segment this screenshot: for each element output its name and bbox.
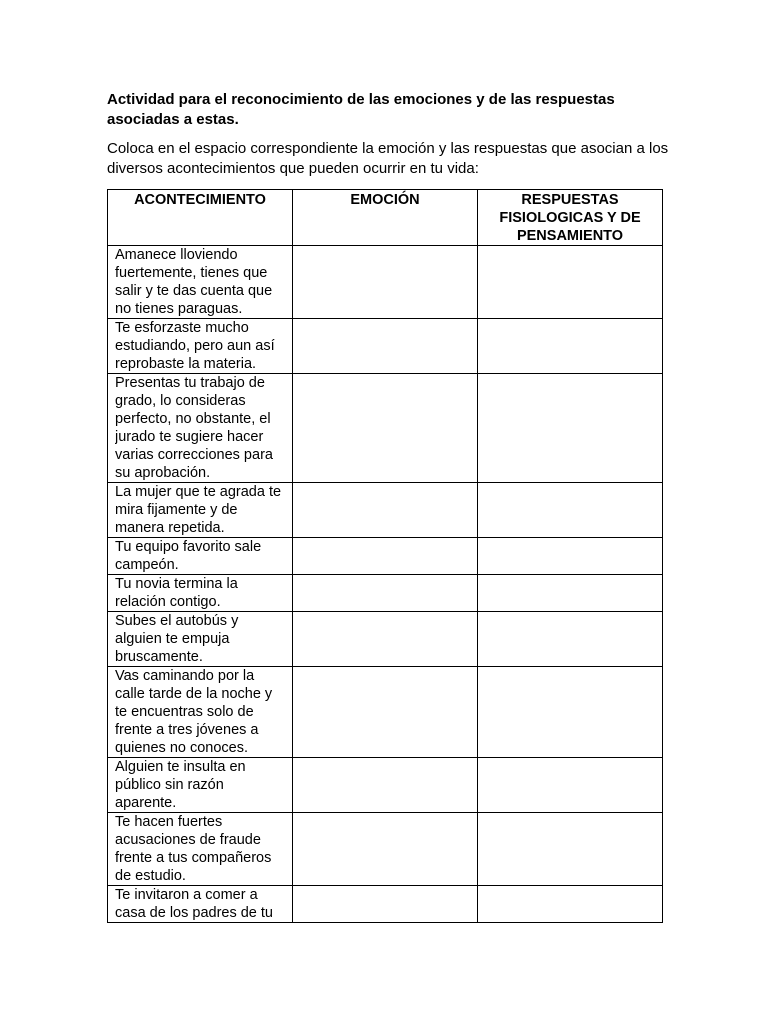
responses-cell[interactable] — [478, 538, 663, 575]
table-row — [108, 758, 663, 813]
event-cell — [108, 667, 293, 758]
event-cell — [108, 813, 293, 886]
table-row — [108, 667, 663, 758]
event-text: Te esforzaste mucho estudiando, pero aun así reprobaste la materia. — [115, 320, 275, 372]
table-row — [108, 813, 663, 886]
responses-cell[interactable] — [478, 374, 663, 483]
event-text: Vas caminando por la calle tarde de la noche y te encuentras solo de frente a tres jóvenes a quienes no conoces. — [115, 668, 273, 756]
emotions-table — [107, 189, 663, 923]
emotion-cell[interactable] — [293, 813, 478, 886]
event-text: Tu equipo favorito sale campeón. — [115, 539, 262, 573]
event-cell — [108, 483, 293, 538]
header-event: ACONTECIMIENTO — [108, 190, 293, 246]
table-row — [108, 483, 663, 538]
header-emotion: EMOCIÓN — [293, 190, 478, 246]
table-row — [108, 246, 663, 319]
table-row — [108, 612, 663, 667]
emotion-cell[interactable] — [293, 575, 478, 612]
responses-cell[interactable] — [478, 575, 663, 612]
header-responses: RESPUESTAS FISIOLOGICAS Y DE PENSAMIENTO — [478, 190, 663, 246]
event-cell — [108, 246, 293, 319]
event-text: Subes el autobús y alguien te empuja bruscamente. — [115, 613, 239, 665]
table-row — [108, 538, 663, 575]
event-cell — [108, 319, 293, 374]
responses-cell[interactable] — [478, 319, 663, 374]
activity-title: Actividad para el reconocimiento de las emociones y de las respuestas asociadas a estas. — [107, 91, 615, 128]
event-text: Te hacen fuertes acusaciones de fraude frente a tus compañeros de estudio. — [115, 814, 272, 884]
responses-cell[interactable] — [478, 758, 663, 813]
event-cell — [108, 886, 293, 923]
emotion-cell[interactable] — [293, 886, 478, 923]
responses-cell[interactable] — [478, 886, 663, 923]
event-cell — [108, 575, 293, 612]
emotion-cell[interactable] — [293, 246, 478, 319]
event-cell — [108, 374, 293, 483]
event-text: Amanece lloviendo fuertemente, tienes que salir y te das cuenta que no tienes paraguas. — [115, 247, 273, 317]
emotion-cell[interactable] — [293, 319, 478, 374]
event-text: La mujer que te agrada te mira fijamente y de manera repetida. — [115, 484, 282, 536]
event-text: Te invitaron a comer a casa de los padres de tu — [115, 887, 273, 921]
emotion-cell[interactable] — [293, 483, 478, 538]
instructions-text: Coloca en el espacio correspondiente la emoción y las respuestas que asocian a los diversos acontecimientos que pueden ocurrir en tu vida: — [107, 140, 669, 177]
event-cell — [108, 538, 293, 575]
table-row — [108, 886, 663, 923]
event-text: Tu novia termina la relación contigo. — [115, 576, 238, 610]
responses-cell[interactable] — [478, 246, 663, 319]
emotion-cell[interactable] — [293, 758, 478, 813]
responses-cell[interactable] — [478, 612, 663, 667]
table-row — [108, 319, 663, 374]
table-row — [108, 374, 663, 483]
emotion-cell[interactable] — [293, 374, 478, 483]
event-cell — [108, 758, 293, 813]
event-text: Presentas tu trabajo de grado, lo consideras perfecto, no obstante, el jurado te sugiere hacer varias correcciones para su aprobación. — [115, 375, 273, 481]
event-text: Alguien te insulta en público sin razón aparente. — [115, 759, 246, 811]
emotion-cell[interactable] — [293, 612, 478, 667]
event-cell — [108, 612, 293, 667]
responses-cell[interactable] — [478, 483, 663, 538]
table-row — [108, 575, 663, 612]
emotion-cell[interactable] — [293, 538, 478, 575]
table-header-row — [108, 190, 663, 246]
responses-cell[interactable] — [478, 813, 663, 886]
responses-cell[interactable] — [478, 667, 663, 758]
emotion-cell[interactable] — [293, 667, 478, 758]
